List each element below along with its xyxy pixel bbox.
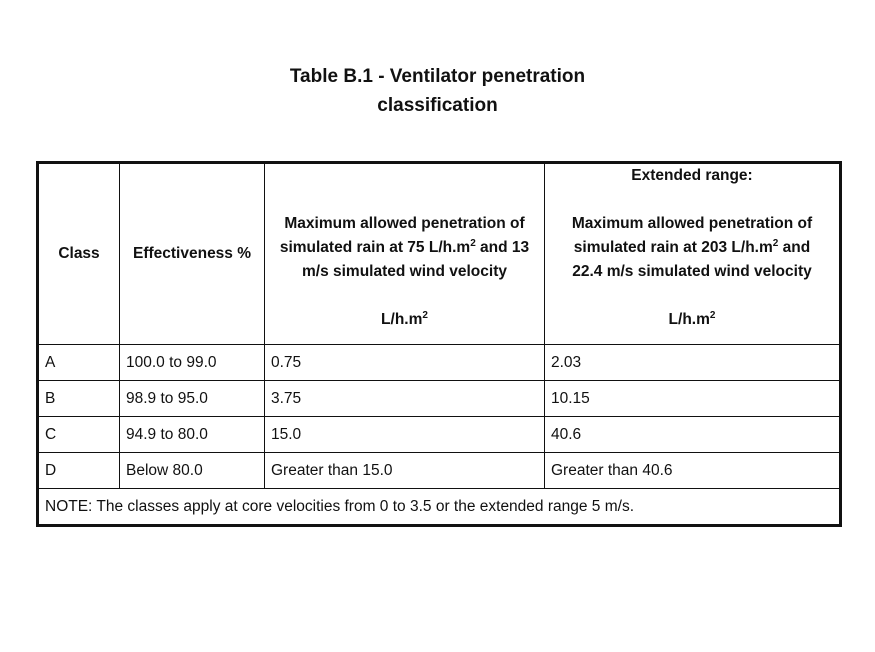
- cell-extended: 40.6: [545, 417, 841, 453]
- header-extended-line-3: 22.4 m/s simulated wind velocity: [572, 263, 812, 280]
- cell-effectiveness: 98.9 to 95.0: [120, 381, 265, 417]
- header-row: [38, 163, 841, 345]
- cell-effectiveness: 94.9 to 80.0: [120, 417, 265, 453]
- cell-extended: Greater than 40.6: [545, 453, 841, 489]
- table-title: [0, 62, 875, 120]
- cell-extended: 10.15: [545, 381, 841, 417]
- header-extended-line-2: simulated rain at 203 $L/h.m^2$ and: [573, 237, 811, 256]
- header-penetration: [265, 163, 545, 345]
- table-title-line-1: Table B.1 - Ventilator penetration: [289, 66, 586, 87]
- cell-extended: 2.03: [545, 345, 841, 381]
- table-row: [38, 453, 841, 489]
- cell-penetration: Greater than 15.0: [265, 453, 545, 489]
- header-class: Class: [38, 163, 120, 345]
- cell-class: D: [38, 453, 120, 489]
- table-row: [38, 417, 841, 453]
- classification-table: [36, 161, 842, 527]
- cell-penetration: 0.75: [265, 345, 545, 381]
- cell-penetration: 15.0: [265, 417, 545, 453]
- cell-effectiveness: 100.0 to 99.0: [120, 345, 265, 381]
- cell-penetration: 3.75: [265, 381, 545, 417]
- header-extended-unit: $L/h.m^2$: [668, 309, 716, 328]
- header-penetration-line-1: Maximum allowed penetration of: [284, 215, 525, 232]
- header-effectiveness: Effectiveness %: [120, 163, 265, 345]
- cell-class: C: [38, 417, 120, 453]
- table-title-line-2: classification: [377, 95, 498, 116]
- cell-effectiveness: Below 80.0: [120, 453, 265, 489]
- table-note: NOTE: The classes apply at core velocities from 0 to 3.5 or the extended range 5 m/s.: [38, 489, 841, 526]
- header-penetration-line-2: simulated rain at 75 $L/h.m^2$ and 13: [279, 237, 530, 256]
- header-penetration-line-3: m/s simulated wind velocity: [301, 263, 507, 280]
- header-extended-line-1: Maximum allowed penetration of: [571, 215, 813, 232]
- table-row: [38, 381, 841, 417]
- header-penetration-unit: $L/h.m^2$: [381, 309, 428, 328]
- note-row: [38, 489, 841, 526]
- cell-class: A: [38, 345, 120, 381]
- cell-class: B: [38, 381, 120, 417]
- header-extended-title: Extended range:: [631, 167, 753, 184]
- table-row: [38, 345, 841, 381]
- header-extended: [545, 163, 841, 345]
